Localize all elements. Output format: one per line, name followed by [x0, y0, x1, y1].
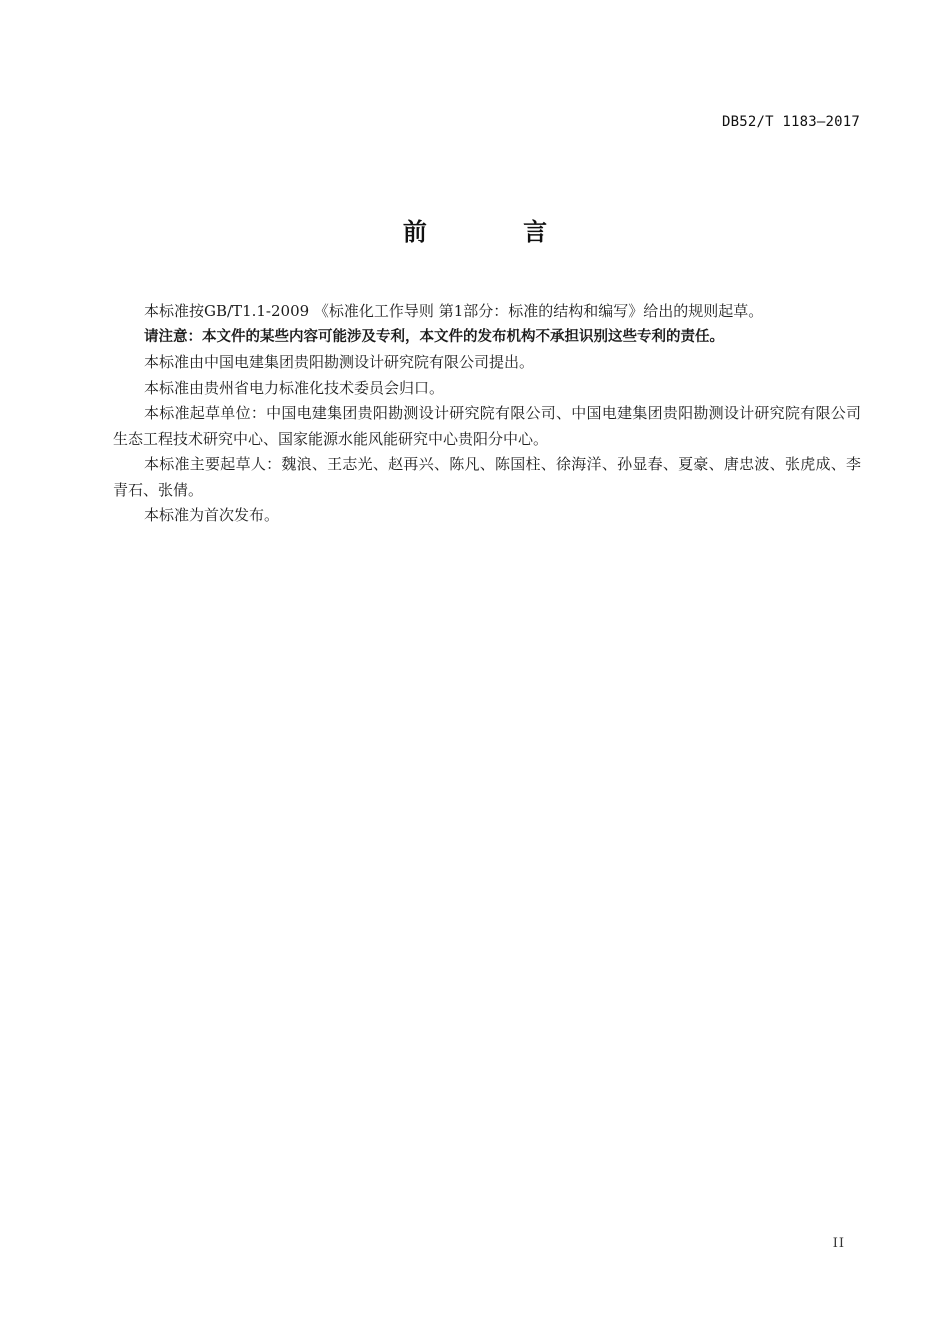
standard-code: DB52/T 1183—2017 [721, 114, 860, 130]
paragraph-technical-committee: 本标准由贵州省电力标准化技术委员会归口。 [144, 378, 445, 397]
paragraph-proposer: 本标准由中国电建集团贵阳勘测设计研究院有限公司提出。 [144, 353, 535, 371]
page-number: II [832, 1236, 845, 1251]
paragraph-first-release: 本标准为首次发布。 [144, 506, 280, 524]
paragraph-main-drafters: 本标准主要起草人：魏浪、王志光、赵再兴、陈凡、陈国柱、徐海洋、孙显春、夏豪、唐忠波、张虎成、李青石、张倩。 [113, 455, 861, 499]
foreword-body [113, 299, 861, 529]
paragraph-drafting-units: 本标准起草单位：中国电建集团贵阳勘测设计研究院有限公司、中国电建集团贵阳勘测设计研究院有限公司生态工程技术研究中心、国家能源水能风能研究中心贵阳分中心。 [113, 404, 861, 448]
paragraph-patent-notice: 请注意：本文件的某些内容可能涉及专利，本文件的发布机构不承担识别这些专利的责任。 [144, 328, 724, 345]
paragraph-drafting-rules: 本标准按GB/T1.1-2009 《标准化工作导则 第1部分：标准的结构和编写》给出的规则起草。 [144, 302, 764, 320]
section-title-foreword: 前 言 [402, 218, 592, 246]
